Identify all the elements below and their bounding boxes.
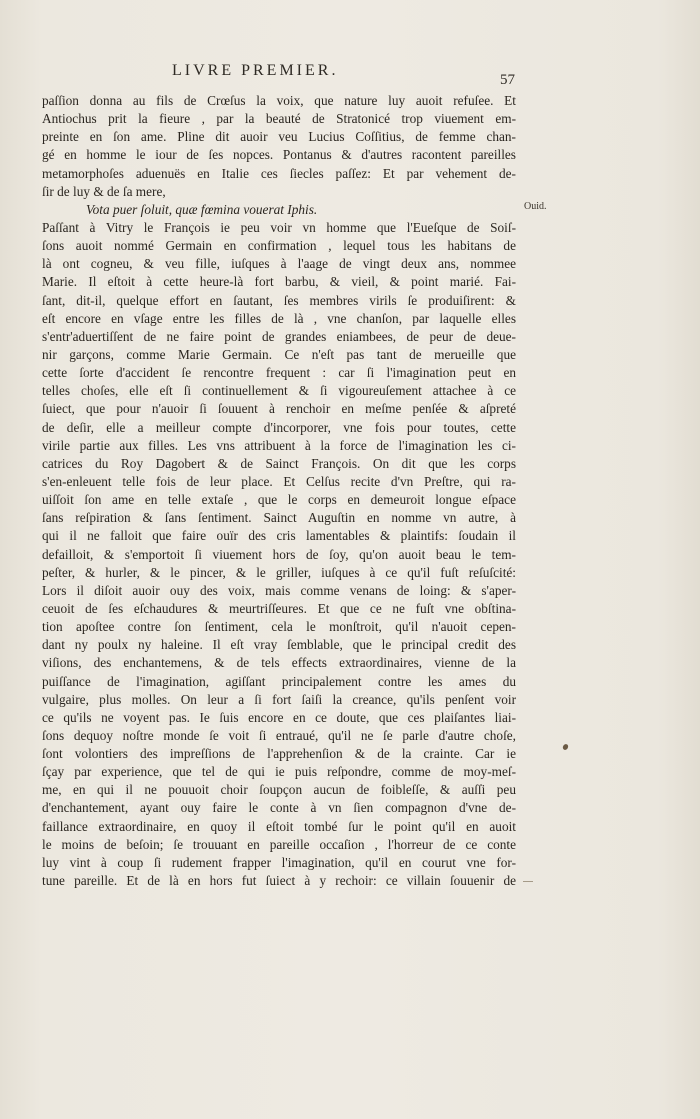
text-line: ſons dequoy noſtre monde ſe voit ſi entraué, qu'il ne ſe parle d'autre choſe, [42, 727, 516, 743]
text-line: Lors il diſoit auoir ouy des voix, mais comme venans de loing: & s'aper- [42, 582, 516, 598]
text-line: là ont cogneu, & veu fille, iuſques à l'aage de vingt deux ans, nommee [42, 256, 516, 272]
text-line: ſuiect, que pour n'auoir ſi ſouuent à renchoir en meſme penſée & aſpreté [42, 401, 516, 417]
text-line: nir garçons, comme Marie Germain. Ce n'eſt pas tant de merueille que [42, 346, 516, 362]
text-line: ſir de luy & de ſa mere, [42, 183, 166, 199]
text-line: de deſir, elle a meilleur compte d'incorporer, vne fois pour toutes, cette [42, 419, 516, 435]
paper-mark [523, 881, 533, 882]
text-line: vulgaire, plus molles. On leur a ſi fort ſaiſi la creance, qu'ils penſent voir [42, 691, 516, 707]
text-line: me, en qui il ne pouuoit choir ſoupçon aucun de foibleſſe, & auſſi peu [42, 782, 516, 798]
text-line: tune pareille. Et de là en hors fut ſuiect à y rechoir: ce villain ſouuenir de [42, 873, 516, 889]
running-head: LIVRE PREMIER. [172, 62, 339, 79]
ink-speck [562, 743, 569, 751]
text-line: ceuoit de ſes eſchaudures & meurtriſſeures. Et que ce ne fuſt vne obſtina- [42, 600, 516, 616]
text-line: preinte en ſon ame. Pline dit auoir veu Lucius Coſſitius, de femme chan- [42, 129, 516, 145]
text-line: paſſion donna au fils de Crœſus la voix, que nature luy auoit refuſee. Et [42, 93, 516, 108]
text-line: peſter, & hurler, & le pincer, & le griller, iuſques à ce qu'il fuſt reſuſcité: [42, 564, 516, 580]
text-line: defailloit, & s'emportoit ſi viuement hors de ſoy, qu'on auoit beau le tem- [42, 546, 516, 562]
text-line: d'enchantement, ayant ouy faire le conte à vn ſien compagnon d'vne de- [42, 800, 516, 816]
text-line: Antiochus prit la fieure , par la beauté de Stratonicé trop viuement em- [42, 111, 516, 127]
text-line: ſont volontiers des impreſſions de l'apprehenſion & de la crainte. Car ie [42, 746, 516, 762]
text-line: faillance extraordinaire, en quoy il eſtoit tombé ſur le point qu'il en auoit [42, 818, 516, 834]
text-line: dant ny poulx ny haleine. Il eſt vray ſemblable, que le principal credit des [42, 637, 516, 653]
text-line: ſons auoit nommé Germain en confirmation , lequel tous les habitans de [42, 238, 516, 254]
text-line: Paſſant à Vitry le François ie peu voir vn homme que l'Eueſque de Soiſ- [42, 219, 516, 235]
text-line: puiſſance de l'imagination, agiſſant principalement contre les ames du [42, 673, 516, 689]
text-line: luy vint à coup ſi rudement frapper l'imagination, qu'il en courut vne for- [42, 854, 516, 870]
text-line: gé en homme le iour de ſes nopces. Pontanus & d'autres racontent pareilles [42, 147, 516, 163]
text-line: viſions, des enchantemens, & de tels effects extraordinaires, vienne de la [42, 655, 516, 671]
body-text [42, 92, 516, 890]
text-line: metamorphoſes aduenuës en Italie ces ſiecles paſſez: Et par vehement de- [42, 165, 516, 181]
text-line: tion apoſtee contre ſon ſentiment, cela le monſtroit, qu'il n'auoit cepen- [42, 619, 516, 635]
text-line: cette ſorte d'accident ſe rencontre frequent : car ſi l'imagination peut en [42, 365, 516, 381]
text-line: s'entr'aduertiſſent de ne faire point de grandes eniambees, de peur de deue- [42, 328, 516, 344]
text-line: Marie. Il eſtoit à cette heure-là fort barbu, & vieil, & point marié. Fai- [42, 274, 516, 290]
text-line: ſans reſpiration & ſans ſentiment. Sainct Auguſtin en nomme vn autre, à [42, 510, 516, 526]
text-line: le moins de beſoin; ſe trouuant en pareille occaſion , l'horreur de ce conte [42, 836, 516, 852]
text-line: ſant, dit-il, quelque effort en ſautant, ſes membres virils ſe produiſirent: & [42, 292, 516, 308]
text-line: virile partie aux filles. Les vns attribuent à la force de l'imagination les ci- [42, 437, 516, 453]
latin-quotation: Vota puer ſoluit, quæ fœmina vouerat Iphis. [86, 201, 318, 217]
text-line: ſçay par experience, que tel de qui ie puis reſpondre, comme de moy-meſ- [42, 764, 516, 780]
page-number: 57 [500, 72, 515, 88]
text-line: uiſſoit ſon ame en telle extaſe , que le corps en demeuroit longue eſpace [42, 492, 516, 508]
text-line: qui il ne falloit que faire ouïr des cris lamentables & plaintifs: ſoudain il [42, 528, 516, 544]
text-line: telles choſes, elle eſt ſi continuellement & ſi vigoureuſement attachee à ce [42, 383, 516, 399]
text-line: ce qu'ils ne voyent pas. Ie ſuis encore en ce doute, que ces plaiſantes liai- [42, 709, 516, 725]
text-line: eſt encore en vſage entre les filles de là , vne chanſon, par laquelle elles [42, 310, 516, 326]
margin-note: Ouid. [524, 201, 547, 212]
text-line: s'en-enleuent telle fois de leur place. Et Celſus recite d'vn Preſtre, qui ra- [42, 473, 516, 489]
text-line: catrices du Roy Dagobert & de Sainct François. On dit que les corps [42, 455, 516, 471]
